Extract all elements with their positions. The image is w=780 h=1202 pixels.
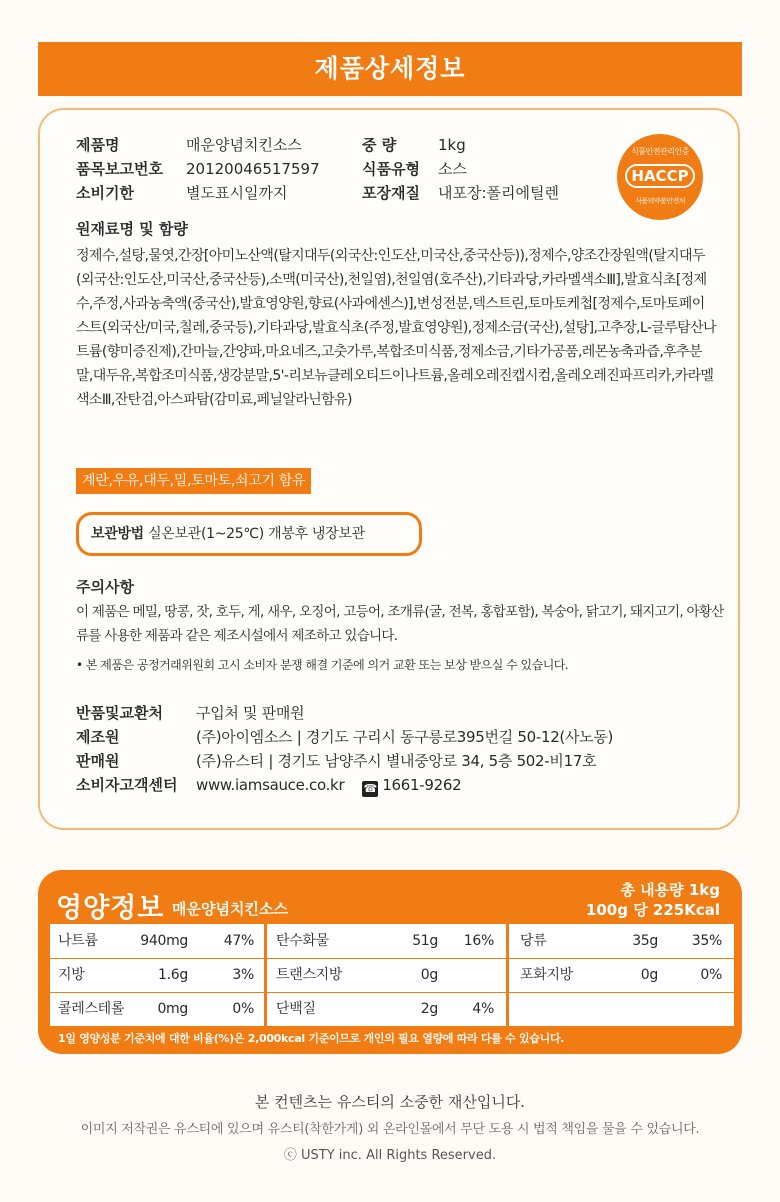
- spec-product-name: [76, 134, 466, 157]
- product-info-card: [38, 108, 740, 830]
- contact-value: (주)유스티 | 경기도 남양주시 별내중앙로 34, 5층 502-비17호: [196, 752, 597, 770]
- footer-ownership: 본 컨텐츠는 유스티의 소중한 재산입니다.: [254, 1093, 526, 1111]
- storage-box: [76, 512, 422, 556]
- footer-rights: ⓒ USTY inc. All Rights Reserved.: [283, 1148, 497, 1163]
- nutrient-amount: 0g: [640, 967, 658, 983]
- spec-expiry: [76, 182, 559, 205]
- spec-report-no: [76, 158, 467, 181]
- nutrition-kcal: 100g 당 225Kcal: [585, 901, 720, 919]
- ingredients-text: 정제수,설탕,물엿,간장[아미노산액(탈지대두(외국산:인도산,미국산,중국산등)),정제수,양조간장원액(탈지대두(외국산:인도산,미국산,중국산등),소맥(미국산),천일염),천일염(호주산),기타과당,카라멜색소Ⅲ],발효식초[정제수,주정,사과농축액(중국산),발효영양원,향료(사과에센스)],변성전분,덱스트린,토마토케첩[정제수,토마토페이스트(외국산/미국,칠레,중국등),기타과당,발효식초(주정,발효영양원),정제소금(국산),설탕],고추장,L-글루탐산나트륨(향미증진제),간마늘,간양파,마요네즈,고춧가루,복합조미식품,정제소금,기타가공품,레몬농축과즙,후추분말,대두유,복합조미식품,생강분말,5'-리보뉴클레오티드이나트륨,올레오레진캡시컴,올레오레진파프리카,카라멜색소Ⅲ,잔탄검,아스파탐(감미료,페닐알라닌함유): [76, 248, 716, 408]
- contact-customer-center: [76, 774, 461, 797]
- allergen-badge: 계란,우유,대두,밀,토마토,쇠고기 함유: [76, 468, 311, 494]
- nutrition-footnote: 1일 영양성분 기준치에 대한 비율(%)은 2,000kcal 기준이므로 개인의 필요 열량에 따라 다를 수 있습니다.: [58, 1032, 565, 1045]
- spec-value: 별도표시일까지: [186, 184, 288, 202]
- nutrient-name: 당류: [520, 933, 547, 949]
- spec-label: 소비기한: [76, 184, 134, 202]
- phone-icon: ☎: [363, 782, 378, 795]
- spec-value: 내포장:폴리에틸렌: [438, 184, 559, 202]
- spec-label: 제품명: [76, 136, 120, 154]
- nutrient-name: 단백질: [276, 1001, 316, 1017]
- nutrient-percent: 47%: [223, 933, 254, 949]
- spec-label: 중 량: [362, 136, 397, 154]
- nutrient-percent: 3%: [232, 967, 254, 983]
- haccp-certification-logo: [617, 134, 703, 220]
- nutrient-amount: 0mg: [157, 1001, 188, 1017]
- website-link[interactable]: www.iamsauce.co.kr: [196, 776, 345, 794]
- ingredients-title: 원재료명 및 함량: [76, 220, 188, 238]
- caution-note: • 본 제품은 공정거래위원회 고시 소비자 분쟁 해결 기준에 의거 교환 또는 보상 받으실 수 있습니다.: [76, 658, 569, 672]
- nutrient-name: 탄수화물: [276, 933, 329, 949]
- contact-returns: [76, 702, 304, 724]
- spec-value: 매운양념치킨소스: [186, 136, 302, 154]
- contact-seller: [76, 750, 596, 772]
- nutrient-name: 트랜스지방: [276, 967, 343, 983]
- storage-label: 보관방법: [91, 526, 144, 542]
- nutrient-percent: 0%: [232, 1001, 254, 1017]
- nutrition-table: [50, 924, 734, 1026]
- table-divider: [506, 924, 509, 1026]
- nutrition-total: [586, 880, 720, 920]
- nutrient-amount: 51g: [412, 933, 438, 949]
- contact-value: 구입처 및 판매원: [196, 704, 305, 722]
- nutrient-name: 지방: [58, 967, 85, 983]
- spec-label: 포장재질: [362, 184, 420, 202]
- phone-number[interactable]: 1661-9262: [382, 776, 462, 794]
- footer-copyright-notice: 이미지 저작권은 유스티에 있으며 유스티(착한가게) 외 온라인몰에서 무단 도용 시 법적 책임을 물을 수 있습니다.: [80, 1122, 700, 1137]
- haccp-mark: HACCP: [625, 164, 695, 188]
- haccp-bottom-text: 식품의약품안전처: [634, 197, 686, 205]
- table-divider: [264, 924, 267, 1026]
- caution-text: 이 제품은 메밀, 땅콩, 잣, 호두, 게, 새우, 오징어, 고등어, 조개류(굴, 전복, 홍합포함), 복숭아, 닭고기, 돼지고기, 아황산류를 사용한 제품과 같은 제조시설에서 제조하고 있습니다.: [76, 604, 724, 644]
- spec-label: 품목보고번호: [76, 160, 163, 178]
- nutrient-amount: 2g: [420, 1001, 438, 1017]
- spec-value: 1kg: [438, 136, 466, 154]
- nutrition-title: 영양정보: [56, 893, 165, 924]
- nutrient-amount: 0g: [420, 967, 438, 983]
- caution-title: 주의사항: [76, 578, 134, 596]
- nutrient-percent: 35%: [691, 933, 722, 949]
- nutrient-name: 포화지방: [520, 967, 573, 983]
- nutrient-amount: 940mg: [140, 933, 188, 949]
- spec-label: 식품유형: [362, 160, 420, 178]
- spec-value: 소스: [438, 160, 467, 178]
- storage-value: 실온보관(1~25℃) 개봉후 냉장보관: [148, 526, 365, 542]
- contact-maker: [76, 726, 613, 748]
- nutrition-product-name: 매운양념치킨소스: [172, 900, 288, 918]
- haccp-top-text: 식품안전관리인증: [631, 147, 689, 156]
- spec-value: 20120046517597: [186, 160, 320, 178]
- nutrient-percent: 16%: [463, 933, 494, 949]
- contact-value: (주)아이엠소스 | 경기도 구리시 동구릉로395번길 50-12(사노동): [196, 728, 614, 746]
- nutrient-name: 나트륨: [58, 933, 98, 949]
- nutrition-total-content: 총 내용량 1kg: [620, 881, 720, 899]
- contact-label: 제조원: [76, 728, 120, 746]
- nutrition-facts-panel: [38, 870, 742, 1054]
- nutrient-percent: 0%: [700, 967, 722, 983]
- contact-label: 판매원: [76, 752, 120, 770]
- nutrient-amount: 35g: [632, 933, 658, 949]
- nutrient-name: 콜레스테롤: [58, 1001, 125, 1017]
- nutrient-percent: 4%: [472, 1001, 494, 1017]
- nutrient-amount: 1.6g: [158, 967, 188, 983]
- page-title: 제품상세정보: [38, 42, 742, 96]
- contact-label: 반품및교환처: [76, 704, 163, 722]
- contact-label: 소비자고객센터: [76, 776, 178, 794]
